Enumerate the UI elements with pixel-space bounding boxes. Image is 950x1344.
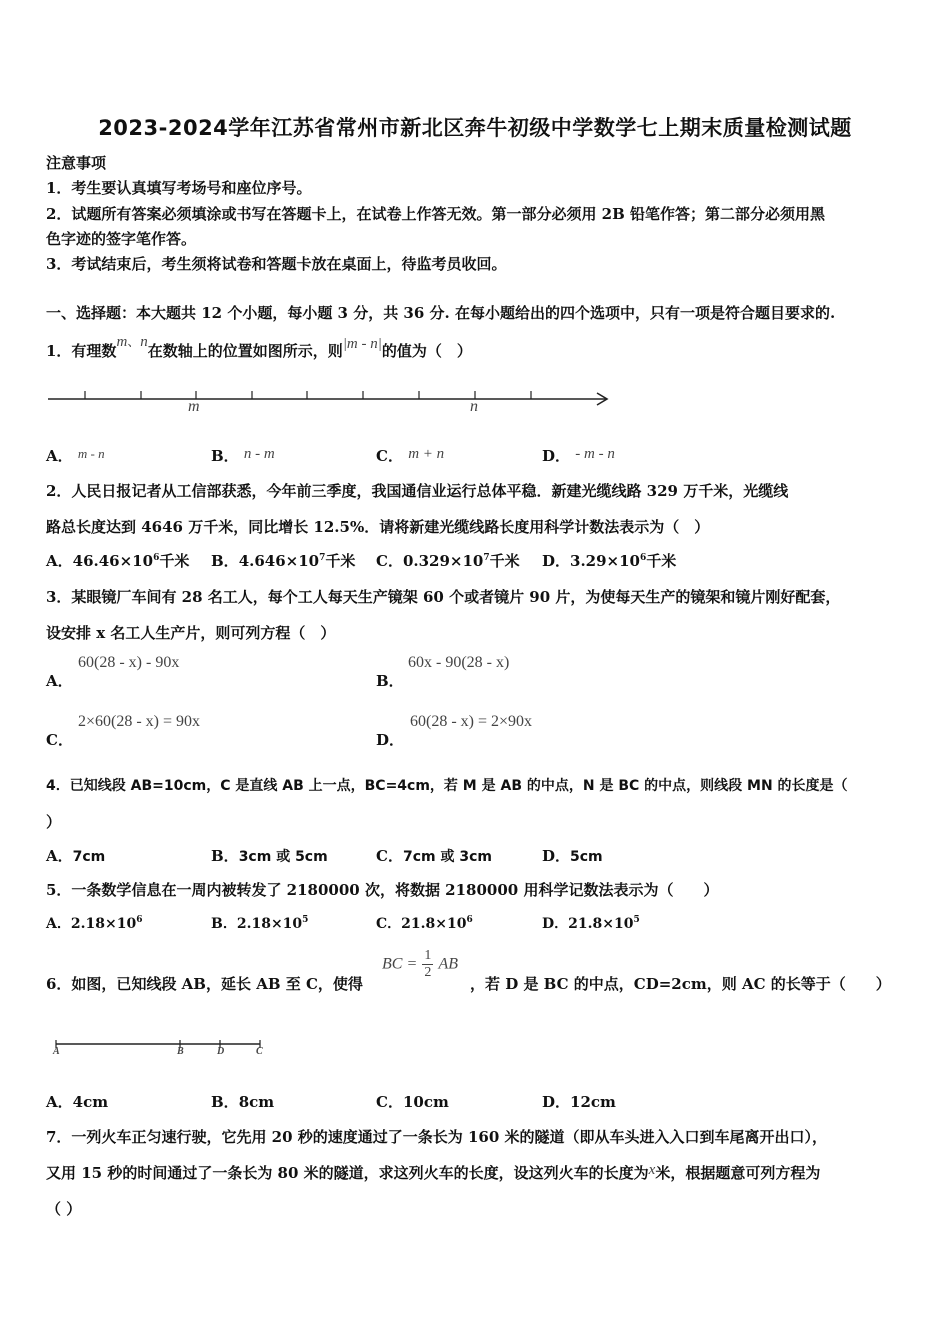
option-value: 2.18×10 (236, 916, 303, 932)
q1-sep: 、 (127, 334, 141, 349)
notice-item-1: 1．考生要认真填写考场号和座位序号。 (46, 179, 312, 197)
option-label: A． (46, 1093, 73, 1111)
fraction-denominator: 2 (424, 965, 432, 980)
option-value: 46.46×10 (72, 552, 154, 570)
q4-line-2: ） (46, 813, 62, 831)
point-label-a: A (53, 1046, 60, 1057)
option-label: B． (211, 1093, 239, 1111)
option-value: 21.8×10 (568, 916, 634, 932)
option-value: 10cm (402, 1093, 449, 1111)
option-unit: 千米 (489, 552, 520, 570)
option-label: C． (376, 916, 402, 932)
number-line-figure (46, 385, 616, 415)
q7-line-2 (46, 1162, 820, 1183)
q6-option-c[interactable] (376, 1091, 449, 1112)
option-value: 4.646×10 (238, 552, 320, 570)
option-value: 5cm (570, 849, 603, 865)
option-label: B． (211, 916, 237, 932)
q3-option-d-label[interactable]: D． (376, 731, 405, 749)
q3-option-b-expr: 60x - 90(28 - x) (408, 654, 510, 671)
q1-var-n: n (140, 334, 148, 350)
q7-line-1: 7．一列火车正匀速行驶，它先用 20 秒的速度通过了一条长为 160 米的隧道（即从车头进入入口到车尾离开出口）， (46, 1128, 828, 1146)
option-value: 7cm (72, 849, 106, 865)
option-label: A． (46, 552, 73, 570)
notice-heading: 注意事项 (46, 154, 107, 172)
q1-abs-expr: |m - n| (342, 336, 382, 352)
option-exponent: 6 (136, 915, 143, 925)
q5-option-b[interactable] (211, 913, 308, 933)
option-exponent: 5 (633, 915, 640, 925)
q1-option-a[interactable] (46, 445, 105, 466)
q6-option-b[interactable] (211, 1091, 274, 1112)
question-1 (46, 334, 472, 361)
option-label: D． (542, 847, 571, 865)
q1-option-b[interactable] (211, 445, 275, 466)
option-label: D． (542, 916, 569, 932)
point-label-b: B (177, 1046, 184, 1057)
option-value: 21.8×10 (401, 916, 467, 932)
q6-text-2: ，若 D 是 BC 的中点，CD=2cm，则 AC 的长等于（ ） (470, 975, 891, 993)
point-label-d: D (217, 1046, 225, 1057)
option-value: m - n (77, 446, 105, 461)
option-exponent: 6 (640, 553, 647, 563)
q5-option-c[interactable] (376, 913, 473, 933)
option-value: 4cm (72, 1093, 109, 1111)
q5-line-1: 5．一条数学信息在一周内被转发了 2180000 次，将数据 2180000 用科学记数法表示为（ ） (46, 881, 719, 899)
q3-option-a-expr: 60(28 - x) - 90x (78, 654, 180, 671)
option-label: B． (211, 447, 239, 465)
formula-rhs: AB (438, 955, 458, 973)
notice-item-3: 3．考试结束后，考生须将试卷和答题卡放在桌面上，待监考员收回。 (46, 255, 507, 273)
section-heading: 一、选择题：本大题共 12 个小题，每小题 3 分，共 36 分. 在每小题给出的四个选项中，只有一项是符合题目要求的. (46, 304, 836, 322)
option-label: D． (542, 552, 571, 570)
q4-option-a[interactable] (46, 845, 105, 866)
option-value: 7cm 或 3cm (402, 849, 492, 865)
q2-option-c[interactable] (376, 550, 520, 571)
q4-option-c[interactable] (376, 845, 492, 866)
option-label: C． (376, 1093, 403, 1111)
option-unit: 千米 (325, 552, 356, 570)
q2-line-2: 路总长度达到 4646 万千米，同比增长 12.5%．请将新建光缆线路长度用科学计数法表示为（ ） (46, 518, 710, 536)
option-value: - m - n (575, 446, 615, 462)
option-value: n - m (243, 446, 275, 462)
q1-option-d[interactable] (542, 445, 615, 466)
q5-option-d[interactable] (542, 913, 640, 933)
q7-text-b: 米，根据题意可列方程为 (655, 1164, 821, 1182)
formula-lhs: BC = (382, 955, 418, 973)
q3-option-d-expr: 60(28 - x) = 2×90x (410, 713, 533, 730)
option-label: C． (376, 447, 403, 465)
q5-option-a[interactable] (46, 913, 142, 933)
option-exponent: 5 (302, 915, 309, 925)
option-value: m + n (408, 446, 445, 462)
q4-option-b[interactable] (211, 845, 328, 866)
q6-text-1: 6．如图，已知线段 AB，延长 AB 至 C，使得 (46, 975, 363, 993)
q6-option-a[interactable] (46, 1091, 108, 1112)
formula-fraction (422, 948, 433, 981)
option-exponent: 6 (466, 915, 473, 925)
notice-item-2a: 2．试题所有答案必须填涂或书写在答题卡上，在试卷上作答无效。第一部分必须用 2B 铅笔作答；第二部分必须用黑 (46, 205, 826, 223)
q3-option-a-label[interactable]: A． (46, 672, 73, 690)
notice-item-2b: 色字迹的签字笔作答。 (46, 230, 197, 248)
q1-text-2: 在数轴上的位置如图所示，则 (147, 342, 343, 360)
q2-line-1: 2．人民日报记者从工信部获悉，今年前三季度，我国通信业运行总体平稳．新建光缆线路 329 万千米，光缆线 (46, 482, 789, 500)
q3-option-c-label[interactable]: C． (46, 731, 73, 749)
option-value: 3.29×10 (570, 552, 640, 570)
number-line-label-n: n (470, 398, 478, 415)
q6-formula (382, 948, 458, 981)
point-label-c: C (256, 1046, 263, 1057)
option-label: C． (376, 847, 403, 865)
number-line-ticks (85, 391, 531, 399)
q6-option-d[interactable] (542, 1091, 616, 1112)
q4-option-d[interactable] (542, 845, 603, 866)
q3-option-c-expr: 2×60(28 - x) = 90x (78, 713, 201, 730)
q7-var-x: x (648, 1162, 656, 1178)
option-value: 2.18×10 (70, 916, 137, 932)
q3-option-b-label[interactable]: B． (376, 672, 404, 690)
q1-text-1: 1．有理数 (46, 342, 117, 360)
q7-line-3: （ ） (46, 1200, 82, 1218)
option-exponent: 7 (319, 553, 326, 563)
q3-line-1: 3．某眼镜厂车间有 28 名工人，每个工人每天生产镜架 60 个或者镜片 90 片，为使每天生产的镜架和镜片刚好配套， (46, 588, 841, 606)
option-label: D． (542, 447, 571, 465)
option-value: 3cm 或 5cm (238, 849, 328, 865)
page-title: 2023-2024学年江苏省常州市新北区奔牛初级中学数学七上期末质量检测试题 (98, 116, 852, 140)
fraction-numerator: 1 (424, 948, 432, 963)
option-unit: 千米 (646, 552, 677, 570)
option-label: B． (211, 847, 239, 865)
q1-var-m: m (116, 334, 128, 350)
segment-figure (50, 1038, 270, 1062)
option-value: 0.329×10 (402, 552, 484, 570)
option-exponent: 6 (153, 553, 160, 563)
number-line-label-m: m (188, 398, 200, 415)
option-label: A． (46, 447, 73, 465)
q1-option-c[interactable] (376, 445, 444, 466)
option-unit: 千米 (159, 552, 190, 570)
option-label: A． (46, 847, 73, 865)
option-label: C． (376, 552, 403, 570)
q4-line-1: 4．已知线段 AB=10cm，C 是直线 AB 上一点，BC=4cm，若 M 是 AB 的中点，N 是 BC 的中点，则线段 MN 的长度是（ (46, 778, 848, 794)
q2-option-d[interactable] (542, 550, 676, 571)
q7-text-a: 又用 15 秒的时间通过了一条长为 80 米的隧道，求这列火车的长度，设这列火车的长度为 (46, 1164, 649, 1182)
option-exponent: 7 (483, 553, 490, 563)
option-value: 8cm (238, 1093, 275, 1111)
option-label: D． (542, 1093, 571, 1111)
q2-option-a[interactable] (46, 550, 189, 571)
q1-text-3: 的值为（ ） (381, 342, 472, 360)
option-label: B． (211, 552, 239, 570)
option-label: A． (46, 916, 71, 932)
q3-line-2: 设安排 x 名工人生产片，则可列方程（ ） (46, 624, 336, 642)
q2-option-b[interactable] (211, 550, 355, 571)
option-value: 12cm (570, 1093, 616, 1111)
